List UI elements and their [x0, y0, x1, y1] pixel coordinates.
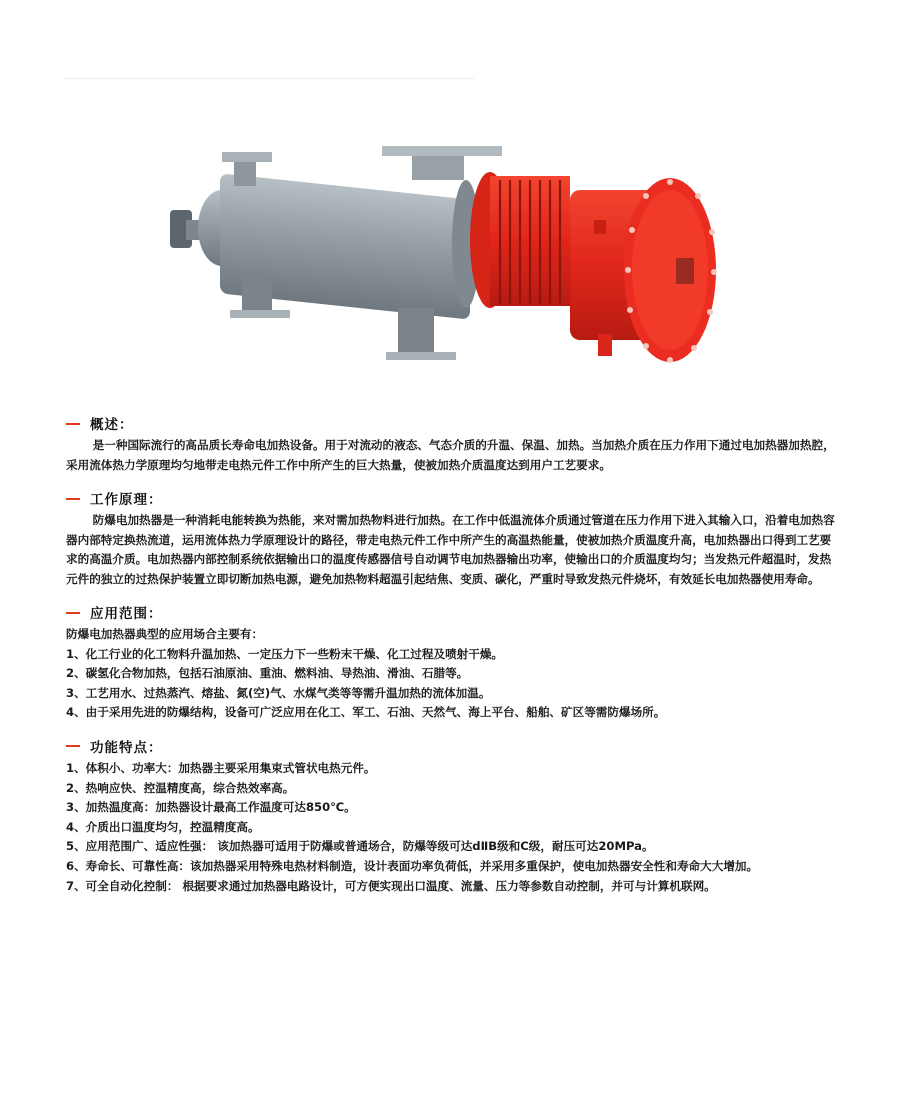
- heading-dash-marker: [66, 745, 80, 747]
- heading-dash-marker: [66, 498, 80, 500]
- section-working-principle: [66, 487, 836, 589]
- top-divider: [64, 78, 474, 79]
- list-item: 3、工艺用水、过热蒸汽、熔盐、氮(空)气、水煤气类等等需升温加热的流体加温。: [66, 685, 491, 700]
- list-item: 4、介质出口温度均匀，控温精度高。: [66, 819, 260, 834]
- section-intro: 防爆电加热器典型的应用场合主要有：: [66, 627, 264, 641]
- list-item: 6、寿命长、可靠性高：该加热器采用特殊电热材料制造，设计表面功率负荷低，并采用多重保护，使电加热器安全性和寿命大大增加。: [66, 858, 759, 873]
- content: [66, 412, 836, 908]
- list-item: 1、化工行业的化工物料升温加热、一定压力下一些粉末干燥、化工过程及喷射干燥。: [66, 646, 504, 661]
- heater-product-image: [150, 140, 750, 380]
- list-item: 3、加热温度高：加热器设计最高工作温度可达850℃。: [66, 800, 356, 815]
- section-header: [66, 735, 836, 757]
- section-title: 应用范围：: [90, 606, 163, 622]
- section-title: 功能特点：: [90, 739, 163, 756]
- section-title: 工作原理：: [90, 492, 163, 508]
- section-application-scope: [66, 601, 836, 723]
- list-item: 7、可全自动化控制： 根据要求通过加热器电路设计，可方便实现出口温度、流量、压力等参数自动控制，并可与计算机联网。: [66, 878, 716, 893]
- application-list: [66, 645, 836, 723]
- section-header: [66, 601, 836, 623]
- section-header: [66, 412, 836, 434]
- heading-dash-marker: [66, 612, 80, 614]
- feature-list: [66, 759, 836, 896]
- list-item: 2、碳氢化合物加热，包括石油原油、重油、燃料油、导热油、滑油、石腊等。: [66, 666, 469, 681]
- section-overview: [66, 412, 836, 475]
- section-paragraph: 是一种国际流行的高品质长寿命电加热设备。用于对流动的液态、气态介质的升温、保温、加热。当加热介质在压力作用下通过电加热器加热腔，采用流体热力学原理均匀地带走电热元件工作中所产生的巨大热量，使被加热介质温度达到用户工艺要求。: [66, 438, 835, 472]
- section-paragraph: 防爆电加热器是一种消耗电能转换为热能，来对需加热物料进行加热。在工作中低温流体介质通过管道在压力作用下进入其输入口，沿着电加热容器内部特定换热流道，运用流体热力学原理设计的路径，带走电热元件工作中所产生的高温热能量，使被加热介质温度升高，电加热器出口得到工艺要求的高温介质。电加热器内部控制系统依据输出口的温度传感器信号自动调节电加热器输出功率，使输出口的介质温度均匀；当发热元件超温时，发热元件的独立的过热保护装置立即切断加热电源，避免加热物料超温引起结焦、变质、碳化，严重时导致发热元件烧坏，有效延长电加热器使用寿命。: [66, 513, 835, 586]
- section-header: [66, 487, 836, 509]
- list-item: 5、应用范围广、适应性强： 该加热器可适用于防爆或普通场合，防爆等级可达dⅡB级和C级，耐压可达20MPa。: [66, 839, 654, 854]
- list-item: 4、由于采用先进的防爆结构，设备可广泛应用在化工、军工、石油、天然气、海上平台、船舶、矿区等需防爆场所。: [66, 705, 666, 720]
- section-features: [66, 735, 836, 896]
- section-title: 概述：: [90, 417, 134, 433]
- list-item: 2、热响应快、控温精度高，综合热效率高。: [66, 780, 295, 795]
- heading-dash-marker: [66, 423, 80, 425]
- list-item: 1、体积小、功率大：加热器主要采用集束式管状电热元件。: [66, 760, 376, 775]
